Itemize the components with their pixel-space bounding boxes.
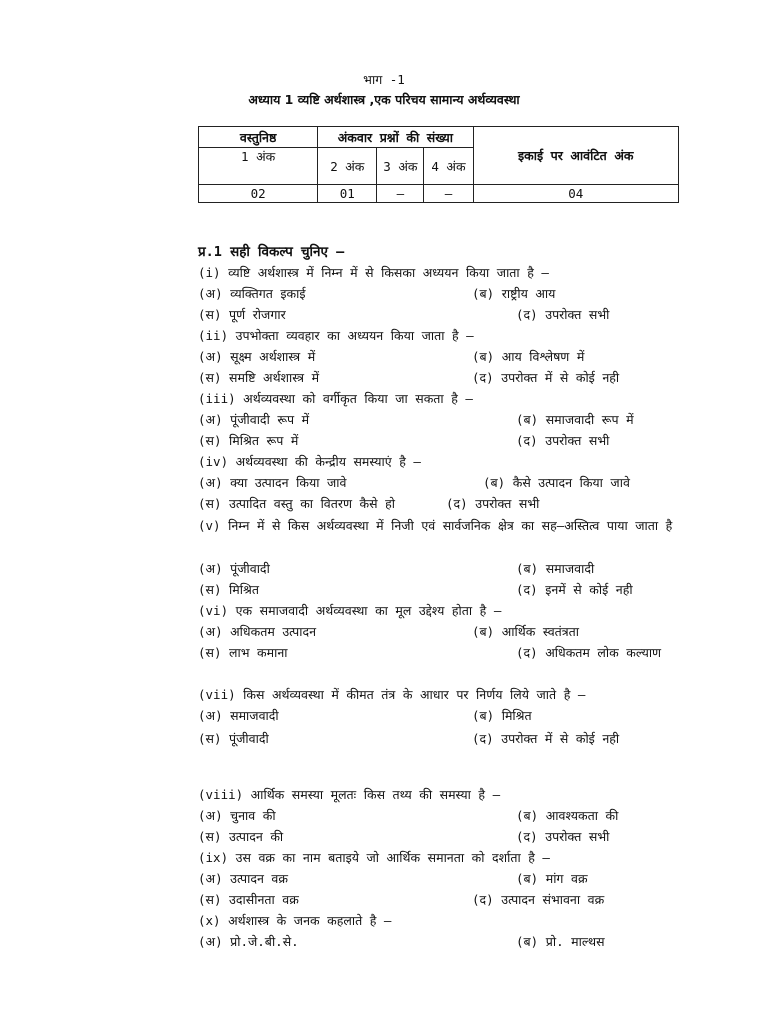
option-row (198, 559, 682, 579)
header-objective: वस्तुनिष्ठ (199, 127, 318, 148)
option-b: (ब) मांग वक्र (516, 871, 588, 886)
option-d: (द) उपरोक्त सभी (516, 307, 610, 322)
option-row (198, 706, 682, 726)
question-text: (vii) किस अर्थव्यवस्था में कीमत तंत्र के आधार पर निर्णय लिये जाते है – (198, 687, 586, 702)
option-a: (अ) अधिकतम उत्पादन (198, 624, 317, 639)
option-row (198, 890, 682, 910)
option-a: (अ) प्रो.जे.बी.से. (198, 934, 299, 949)
chapter-title: अध्याय 1 व्यष्टि अर्थशास्त्र ,एक परिचय सामान्य अर्थव्यवस्था (248, 92, 520, 107)
option-c: (स) उत्पादित वस्तु का वितरण कैसे हो (198, 496, 396, 511)
val-4-mark: – (424, 185, 473, 203)
option-d: (द) अधिकतम लोक कल्याण (516, 645, 662, 660)
option-row (198, 827, 682, 847)
option-a: (अ) चुनाव की (198, 808, 276, 823)
option-b: (ब) आय विश्लेषण में (472, 349, 585, 364)
option-row (198, 410, 682, 430)
question-text: (v) निम्न में से किस अर्थव्यवस्था में निजी एवं सार्वजनिक क्षेत्र का सह–अस्तित्व पाया जाता है (198, 518, 673, 533)
option-b: (ब) राष्ट्रीय आय (472, 286, 556, 301)
option-row (198, 806, 682, 826)
option-c: (स) उत्पादन की (198, 829, 284, 844)
question-text: (x) अर्थशास्त्र के जनक कहलाते है – (198, 913, 392, 928)
question-text: (ii) उपभोक्ता व्यवहार का अध्ययन किया जाता है – (198, 328, 474, 343)
option-d: (द) उपरोक्त सभी (516, 433, 610, 448)
option-row (198, 580, 682, 600)
option-row (198, 869, 682, 889)
option-a: (अ) पूंजीवादी रूप में (198, 412, 310, 427)
val-2-mark: 01 (318, 185, 377, 203)
option-d: (द) उपरोक्त सभी (516, 829, 610, 844)
option-row (198, 622, 682, 642)
option-a: (अ) पूंजीवादी (198, 561, 270, 576)
question-text: (ix) उस वक्र का नाम बताइये जो आर्थिक समानता को दर्शाता है – (198, 850, 550, 865)
option-a: (अ) व्यक्तिगत इकाई (198, 286, 306, 301)
question-text: (i) व्यष्टि अर्थशास्त्र में निम्न में से किसका अध्ययन किया जाता है – (198, 265, 549, 280)
option-b: (ब) समाजवादी रूप में (516, 412, 634, 427)
option-row (198, 284, 682, 304)
option-b: (ब) प्रो. माल्थस (516, 934, 605, 949)
option-b: (ब) समाजवादी (516, 561, 595, 576)
option-row (198, 932, 682, 952)
option-row (198, 368, 682, 388)
question-heading: प्र.1 सही विकल्प चुनिए – (198, 244, 345, 260)
header-marks-count: अंकवार प्रश्नों की संख्या (318, 127, 473, 148)
option-row (198, 729, 682, 749)
col-2-mark: 2 अंक (318, 148, 377, 185)
header-unit-marks: इकाई पर आवंटित अंक (473, 127, 678, 185)
option-a: (अ) सूक्ष्म अर्थशास्त्र में (198, 349, 316, 364)
option-c: (स) उदासीनता वक्र (198, 892, 299, 907)
option-row (198, 431, 682, 451)
option-row (198, 305, 682, 325)
option-b: (ब) कैसे उत्पादन किया जावे (483, 475, 630, 490)
option-c: (स) मिश्रित रूप में (198, 433, 299, 448)
question-text: (viii) आर्थिक समस्या मूलतः किस तथ्य की समस्या है – (198, 787, 501, 802)
option-c: (स) समष्टि अर्थशास्त्र में (198, 370, 320, 385)
option-d: (द) उत्पादन संभावना वक्र (472, 892, 605, 907)
marks-table (198, 126, 679, 203)
option-c: (स) लाभ कमाना (198, 645, 288, 660)
option-c: (स) मिश्रित (198, 582, 259, 597)
option-row (198, 347, 682, 367)
val-1-mark: 02 (199, 185, 318, 203)
option-c: (स) पूंजीवादी (198, 731, 269, 746)
option-a: (अ) उत्पादन वक्र (198, 871, 288, 886)
option-b: (ब) आवश्यकता की (516, 808, 619, 823)
val-unit-total: 04 (473, 185, 678, 203)
col-3-mark: 3 अंक (377, 148, 424, 185)
option-b: (ब) मिश्रित (472, 708, 532, 723)
option-d: (द) उपरोक्त में से कोई नही (472, 731, 620, 746)
val-3-mark: – (377, 185, 424, 203)
col-1-mark: 1 अंक (199, 148, 318, 185)
option-a: (अ) क्या उत्पादन किया जावे (198, 475, 347, 490)
question-text: (iii) अर्थव्यवस्था को वर्गीकृत किया जा सकता है – (198, 391, 473, 406)
option-row (198, 473, 682, 493)
option-d: (द) उपरोक्त में से कोई नही (472, 370, 620, 385)
option-row (198, 494, 682, 514)
option-b: (ब) आर्थिक स्वतंत्रता (472, 624, 580, 639)
option-row (198, 643, 682, 663)
question-text: (vi) एक समाजवादी अर्थव्यवस्था का मूल उद्देश्य होता है – (198, 603, 502, 618)
option-d: (द) इनमें से कोई नही (516, 582, 633, 597)
option-c: (स) पूर्ण रोजगार (198, 307, 286, 322)
col-4-mark: 4 अंक (424, 148, 473, 185)
option-a: (अ) समाजवादी (198, 708, 279, 723)
option-d: (द) उपरोक्त सभी (446, 496, 540, 511)
question-text: (iv) अर्थव्यवस्था की केन्द्रीय समस्याएं है – (198, 454, 421, 469)
part-label: भाग -1 (363, 72, 405, 87)
